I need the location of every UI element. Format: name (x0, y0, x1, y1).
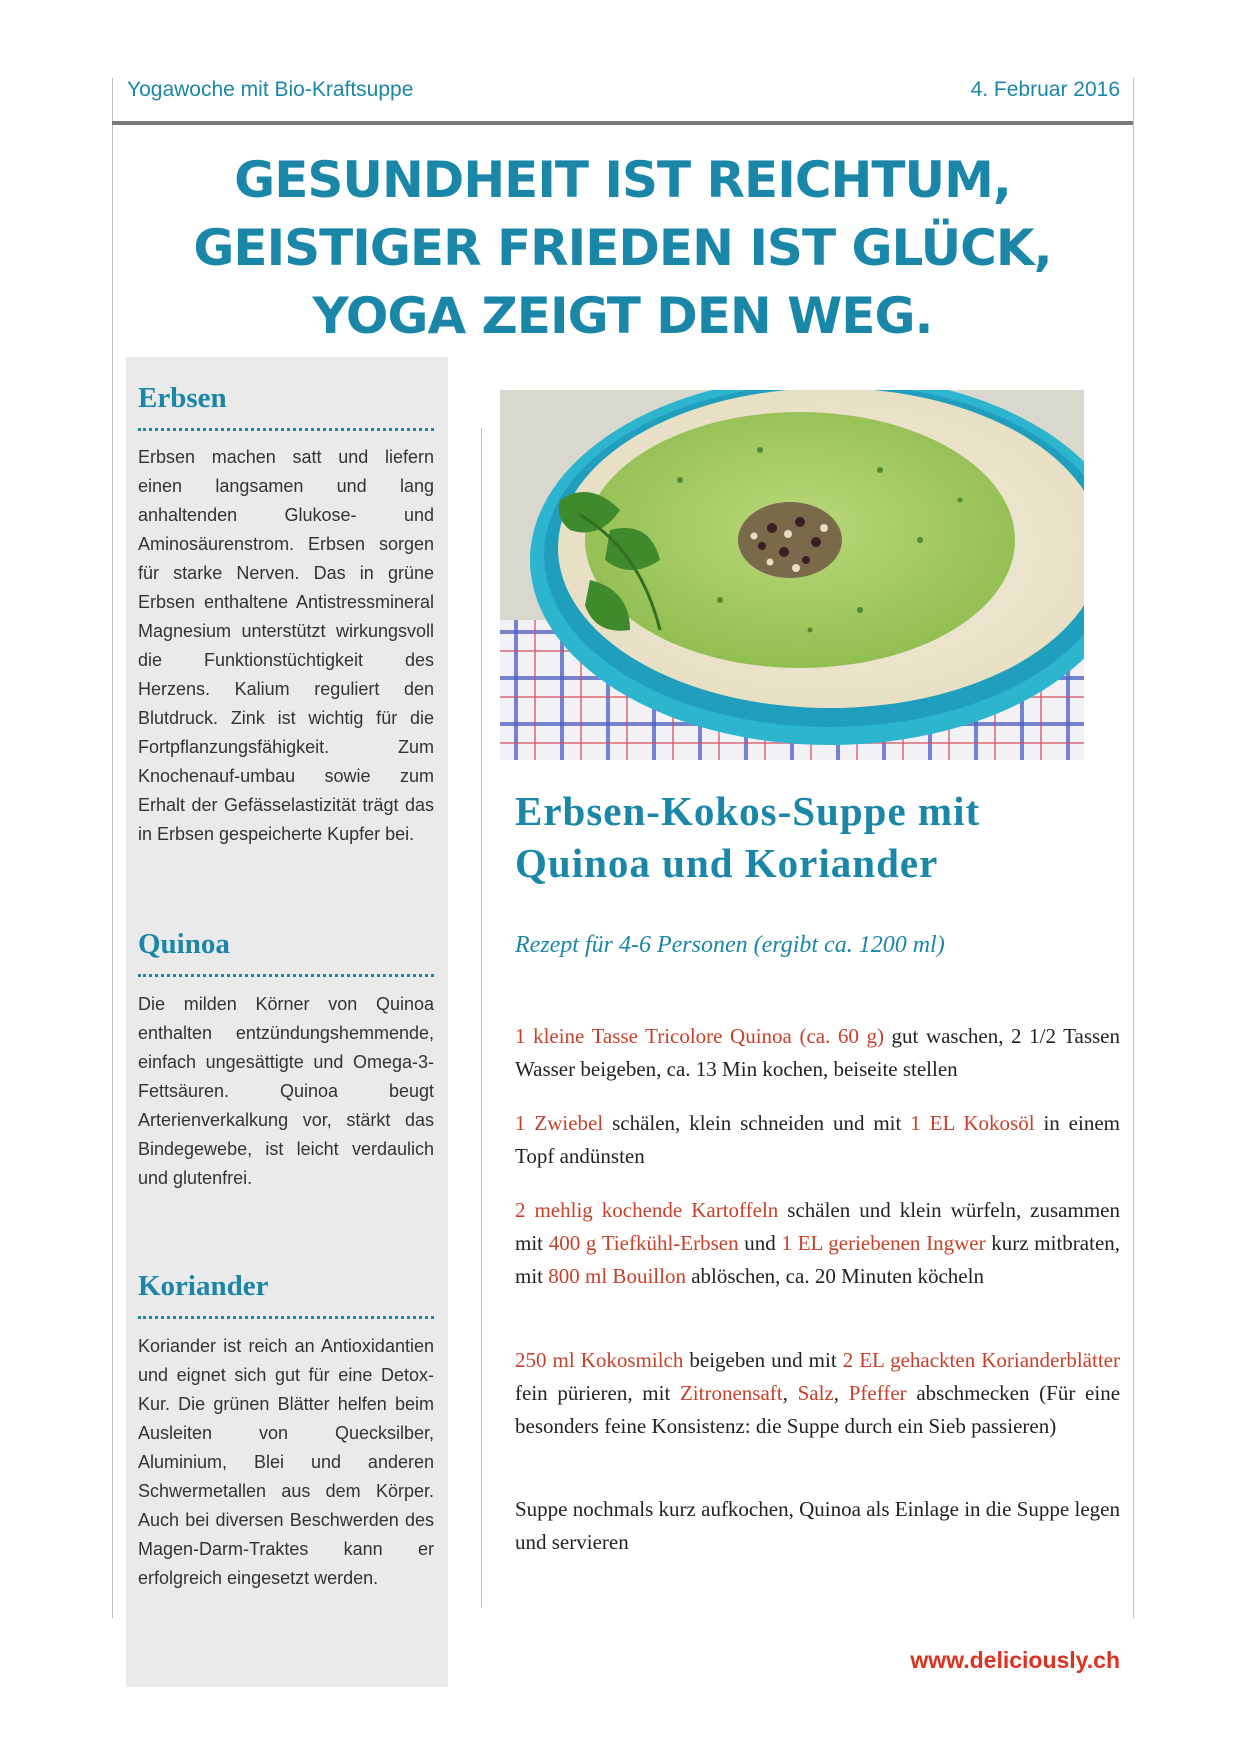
recipe-subtitle: Rezept für 4-6 Personen (ergibt ca. 1200 ml) (515, 932, 945, 958)
soup-photo (500, 390, 1084, 760)
step-text: beigeben und mit (683, 1348, 843, 1372)
ingredient-highlight: 1 EL Kokosöl (910, 1111, 1035, 1135)
headline-line-2: GEISTIGER FRIEDEN IST GLÜCK, (193, 219, 1052, 277)
step-text: schälen, klein schneiden und mit (603, 1111, 911, 1135)
recipe-title (515, 785, 1125, 889)
recipe-step-3 (515, 1194, 1120, 1293)
step-text: , (833, 1381, 849, 1405)
step-text: , (782, 1381, 798, 1405)
sidebar-text-quinoa: Die milden Körner von Quinoa enthalten entzündungshemmende, einfach ungesättigte und Omega-3-Fettsäuren. Quinoa beugt Arterienverkalkung vor, stärkt das Bindegewebe, ist leicht verdaulich und glutenfrei. (138, 994, 434, 1188)
recipe-title-line-1: Erbsen-Kokos-Suppe mit (515, 788, 981, 834)
ingredient-highlight: 2 mehlig kochende Kartoffeln (515, 1198, 779, 1222)
step-text: schälen und klein würfeln, zusammen mit (515, 1198, 1120, 1255)
step-text: ablöschen, ca. 20 Minuten köcheln (685, 1264, 984, 1288)
sidebar-heading-koriander: Koriander (138, 1270, 269, 1302)
ingredient-highlight: 2 EL gehackten Korianderblätter (842, 1348, 1120, 1372)
sidebar-rule-koriander (138, 1316, 434, 1319)
header-date: 4. Februar 2016 (970, 78, 1120, 101)
header-rule (112, 121, 1133, 125)
sidebar-text-erbsen: Erbsen machen satt und liefern einen langsamen und lang anhaltenden Glukose- und Aminosäurenstrom. Erbsen sorgen für starke Nerven. Das in grüne Erbsen enthaltene Antistressmineral Magnesium unterstützt wirkungsvoll die Funktionstüchtigkeit des Herzens. Kalium reguliert den Blutdruck. Zink ist wichtig für die Fortpflanzungsfähigkeit. Zum Knochenauf-umbau sowie zum Erhalt der Gefässelastizität trägt das in Erbsen gespeicherte Kupfer bei. (138, 447, 434, 844)
footer-url[interactable]: www.deliciously.ch (910, 1647, 1120, 1673)
step-text: abschmecken (Für eine besonders feine Konsistenz: die Suppe durch ein Sieb passieren) (515, 1381, 1121, 1438)
step-text: kurz mitbraten, mit (515, 1231, 1121, 1288)
recipe-step-1 (515, 1020, 1120, 1086)
step-text: Suppe nochmals kurz aufkochen, Quinoa als Einlage in die Suppe legen und servieren (515, 1497, 1120, 1554)
ingredient-highlight: 1 EL geriebenen Ingwer (781, 1231, 986, 1255)
right-margin-line (1133, 78, 1134, 1618)
ingredient-highlight: 1 kleine Tasse Tricolore Quinoa (ca. 60 g) (515, 1024, 884, 1048)
headline-line-1: GESUNDHEIT IST REICHTUM, (234, 151, 1011, 209)
sidebar-heading-erbsen: Erbsen (138, 382, 227, 414)
ingredient-highlight: 400 g Tiefkühl-Erbsen (548, 1231, 739, 1255)
sidebar-rule-erbsen (138, 428, 434, 431)
column-divider (481, 428, 482, 1608)
step-text: gut waschen, 2 1/2 Tassen Wasser beigeben, ca. 13 Min kochen, beiseite stellen (515, 1024, 1121, 1081)
ingredient-highlight: Salz (797, 1381, 834, 1405)
headline (112, 146, 1133, 350)
ingredient-highlight: 250 ml Kokosmilch (515, 1348, 684, 1372)
recipe-title-line-2: Quinoa und Koriander (515, 840, 939, 886)
recipe-step-5 (515, 1493, 1120, 1559)
recipe-step-2 (515, 1107, 1120, 1173)
headline-line-3: YOGA ZEIGT DEN WEG. (312, 287, 933, 345)
ingredient-highlight: 1 Zwiebel (515, 1111, 604, 1135)
recipe-step-4 (515, 1344, 1120, 1443)
ingredient-highlight: Zitronensaft (679, 1381, 783, 1405)
sidebar-rule-quinoa (138, 974, 434, 977)
ingredient-highlight: Pfeffer (848, 1381, 907, 1405)
step-text: und (738, 1231, 782, 1255)
header-title: Yogawoche mit Bio-Kraftsuppe (127, 78, 414, 101)
step-text: fein pürieren, mit (515, 1381, 680, 1405)
step-text: in einem Topf andünsten (515, 1111, 1120, 1168)
ingredient-highlight: 800 ml Bouillon (548, 1264, 686, 1288)
sidebar-heading-quinoa: Quinoa (138, 928, 230, 960)
sidebar-text-koriander: Koriander ist reich an Antioxidantien und eignet sich gut für eine Detox-Kur. Die grünen Blätter helfen beim Ausleiten von Quecksilber, Aluminium, Blei und anderen Schwermetallen aus dem Körper. Auch bei diversen Beschwerden des Magen-Darm-Traktes kann er erfolgreich eingesetzt werden. (138, 1336, 434, 1588)
